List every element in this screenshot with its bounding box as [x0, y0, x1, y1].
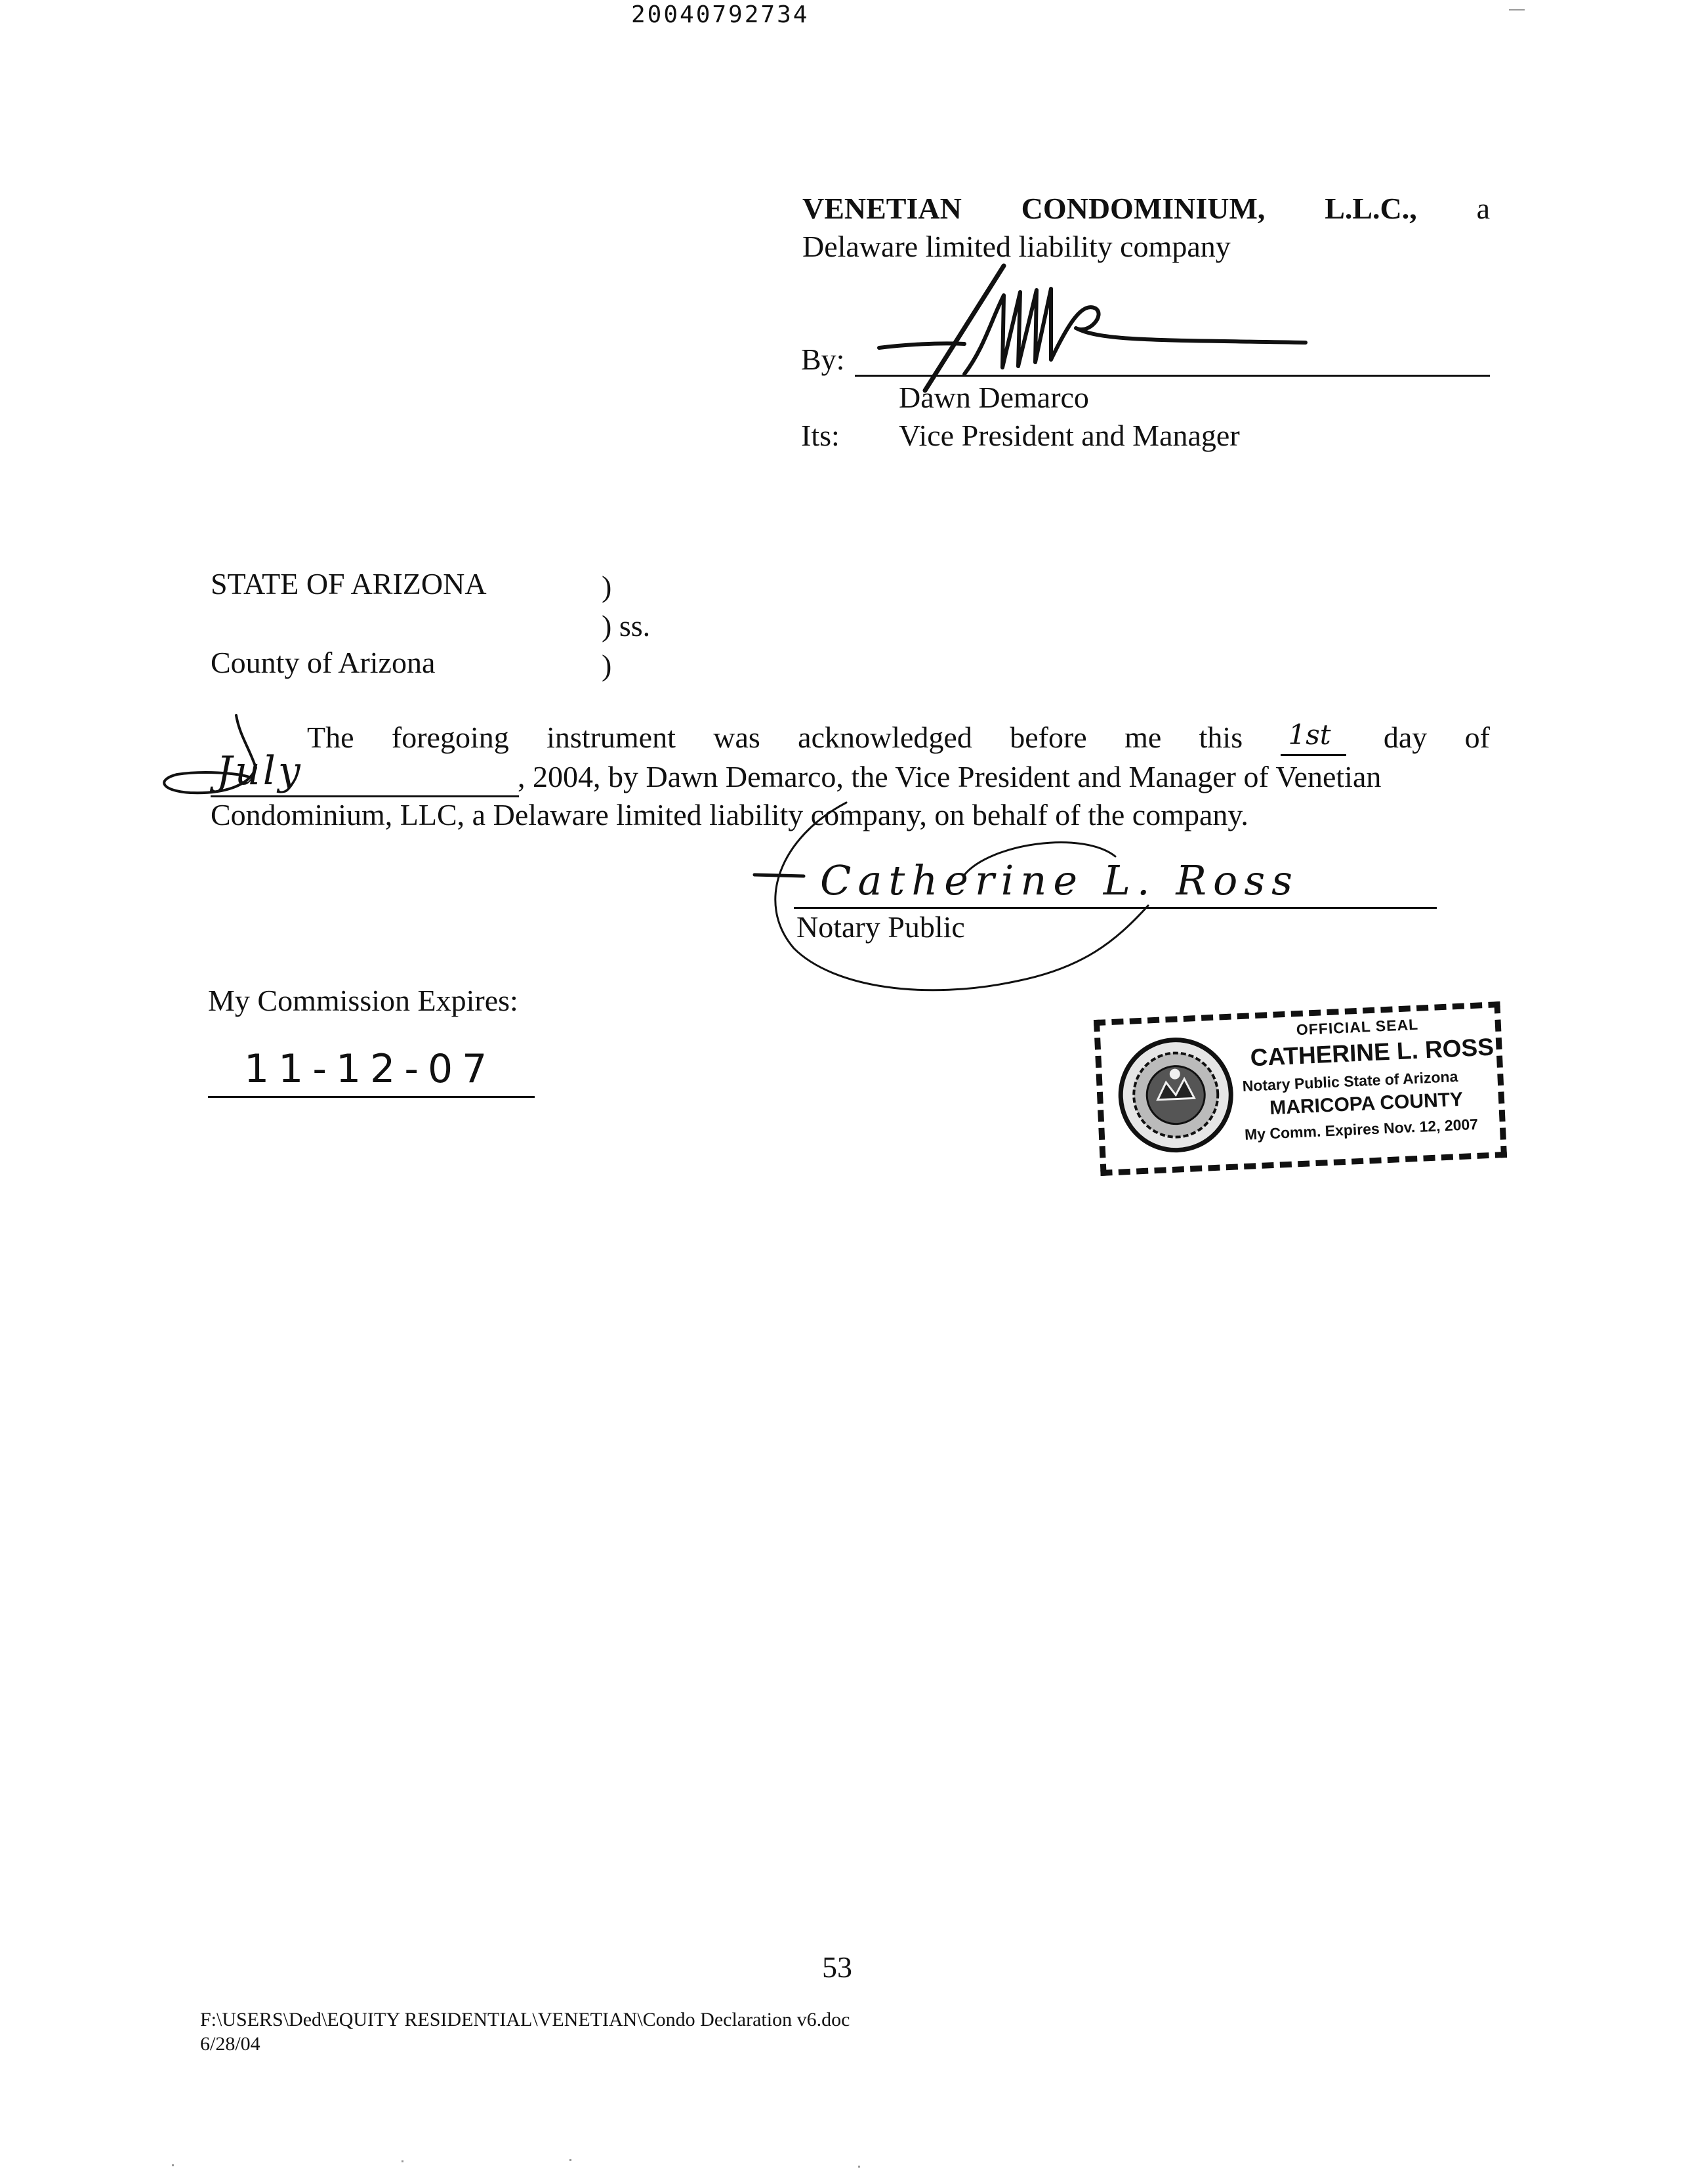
company-name-word: CONDOMINIUM, — [1021, 192, 1266, 225]
company-name-word: a — [1476, 192, 1490, 225]
scan-speck — [569, 2159, 571, 2161]
file-path: F:\USERS\Ded\EQUITY RESIDENTIAL\VENETIAN\Condo Declaration v6.doc — [200, 2009, 850, 2030]
month-flourish — [151, 709, 321, 807]
ack-word: of — [1464, 721, 1490, 754]
corner-mark — [1509, 9, 1525, 10]
seal-commission-expiry: My Comm. Expires Nov. 12, 2007 — [1244, 1115, 1479, 1143]
ack-line-3: Condominium, LLC, a Delaware limited liability company, on behalf of the company. — [211, 798, 1248, 831]
company-description: Delaware limited liability company — [802, 230, 1231, 263]
page-number: 53 — [822, 1950, 852, 1984]
ack-word: The — [307, 721, 354, 754]
its-label: Its: — [801, 419, 840, 452]
ack-word: before — [1010, 721, 1087, 754]
commission-date-line — [208, 1096, 535, 1098]
seal-notary-state: Notary Public State of Arizona — [1242, 1068, 1458, 1095]
commission-date-handwritten: 11-12-07 — [244, 1046, 497, 1092]
scan-speck — [402, 2160, 403, 2162]
venue-ss: ) ss. — [602, 609, 651, 642]
notary-public-label: Notary Public — [796, 910, 965, 944]
official-seal-stamp — [1094, 1001, 1507, 1176]
seal-notary-name: CATHERINE L. ROSS — [1249, 1033, 1494, 1072]
month-handwritten: July — [216, 748, 303, 794]
signer-title: Vice President and Manager — [899, 419, 1240, 452]
by-label: By: — [801, 343, 845, 376]
scan-speck — [172, 2164, 174, 2166]
venue-paren: ) — [602, 648, 612, 682]
seal-heading: OFFICIAL SEAL — [1296, 1015, 1419, 1039]
ack-word: day — [1383, 721, 1428, 754]
ack-day-blank — [1281, 719, 1346, 756]
commission-label: My Commission Expires: — [208, 984, 518, 1017]
document-number: 20040792734 — [631, 1, 810, 28]
venue-state: STATE OF ARIZONA — [211, 567, 487, 600]
ack-word: foregoing — [391, 721, 509, 754]
scan-speck — [858, 2166, 860, 2168]
ack-line-2: , 2004, by Dawn Demarco, the Vice President and Manager of Venetian — [518, 760, 1382, 793]
state-seal-emblem — [1114, 1034, 1237, 1157]
company-name-word: L.L.C., — [1325, 192, 1417, 225]
company-name-word: VENETIAN — [802, 192, 962, 225]
notary-signature: Catherine L. Ross — [820, 856, 1299, 904]
file-date: 6/28/04 — [200, 2033, 260, 2055]
ack-word: me — [1124, 721, 1162, 754]
ack-word: this — [1199, 721, 1243, 754]
company-name-line — [802, 190, 1490, 227]
notary-signature-loop — [741, 784, 1161, 1020]
ack-word: instrument — [546, 721, 676, 754]
venue-county: County of Arizona — [211, 646, 436, 679]
ack-line-1 — [307, 719, 1490, 756]
venue-paren: ) — [602, 570, 612, 603]
ack-day-handwritten: 1st — [1288, 719, 1331, 751]
seal-county: MARICOPA COUNTY — [1269, 1088, 1464, 1120]
ack-word: was — [713, 721, 760, 754]
ack-word: acknowledged — [798, 721, 972, 754]
signer-name: Dawn Demarco — [899, 381, 1089, 414]
